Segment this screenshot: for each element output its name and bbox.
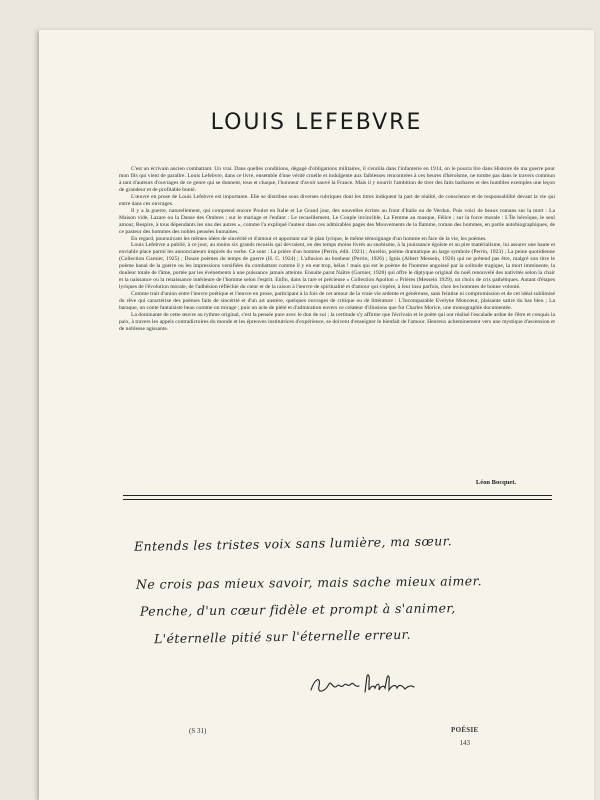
autograph-signature [307, 670, 417, 700]
paragraph: Louis Lefebvre a publié, à ce jour, au moins six grands recueils qui devraient, en des temps moins livrés au snobisme, à la jouissance égoïste et au pire matérialisme, lui assurer une haute et enviable place parmi les annonciateurs inspirés du verbe. Ce sont : La prière d'un homme (Perrin, édit. 1921) ; Aurélio, poème dramatique au large symbole (Perrin, 1923) ; La peine quotidienne (Collection Garnier, 1925) ; Douze poèmes du temps de guerre (H. C. 1924) ; L'allusion au bonheur (Perrin, 1926) ; Ignis (Albert Messein, 1926) qui ne prétend pas être, malgré son titre le poème banal de la guerre ou les impressions versifiées du combattant comme il y en eut trop, hélas ! mais qui est le poème de l'homme angoissé par la solitude tragique, la mort imminente, la douleur totale de l'âme, portée par les événements à une puissance jamais atteinte. Ensuite parut Naître (Garnier, 1928) qui offre le diptyque original du noël renouvelé des nativités selon la chair et la naissance ou la renaissance intérieure de l'homme selon l'esprit. Enfin, dans la rare et précieuse « Collection Apollon » Prières (Messein 1929), un choix de cris pathétiques. Autant d'étapes lyriques de l'évolution morale, de l'adhésion réfléchie du cœur et de la raison à l'œuvre de spiritualité et d'amour qui s'opère, à leur insu parfois, chez les hommes de bonne volonté. [119, 242, 555, 291]
footer-section [451, 724, 478, 750]
footer-code: (S 31) [189, 727, 207, 735]
paragraph: En regard, poursuivant les mêmes idées de sincérité et d'amour et apportant sur le plan lyrique, le même témoignage d'un homme en face de la vie, les poèmes. [131, 235, 487, 242]
paragraph: Comme trait d'union entre l'œuvre poétique et l'œuvre en prose, participant à la fois de cet amour de la vraie vie ardente et généreuse, sans feintise ni compromission et de cet idéal sublimisé du rêve qui caractérise des poèmes faits de sincérité et d'un art austère, quelques ouvrages de critique ou de littérature : L'Incomparable Evelyne Moncœur, plaisante satire du bas bleu ; La baraque, un conte fantaisiste beau comme un mirage ; puis un acte de piété et d'admiration envers ce créateur d'illusions que fut Charles Morice, une monographie documentée. [119, 291, 555, 312]
document-page [39, 30, 594, 800]
article-author: Léon Bocquet. [475, 479, 516, 486]
paragraph: C'est un écrivain ancien combattant. Un vrai. Dans quelles conditions, dégagé d'obligations militaires, il s'enrôla dans l'infanterie en 1914, on le pourra lire dans Histoire de ma guerre pour mon fils qui vient de paraître. Louis Lefebvre, dans ce livre, ensemble d'une vérité cruelle et indulgente aux faiblesses rencontrées à ces heures d'héroïsme, ne tombe pas dans le travers commun à tant d'auteurs d'ouvrages de ce genre qui se donnent, tous et chaque, l'honneur d'avoir sauvé la France. Mais il y nourrit l'ambition de tirer des faits barbares et des humbles exemples une leçon de grandeur et de profitable bonté. [119, 166, 555, 193]
handwritten-verse-line: Penche, d'un cœur fidèle et prompt à s'animer, [139, 600, 456, 619]
handwritten-verse-line: L'éternelle pitié sur l'éternelle erreur. [153, 626, 412, 647]
page-title: LOUIS LEFEBVRE [210, 110, 423, 135]
divider-thin [123, 499, 552, 500]
paragraph: Il y a la guerre, naturellement, qui comprend encore Poulot en Italie et Le Grand jour, des nouvelles écrites au front d'Italie ou de Verdun. Puis voici de beaux romans sur la mort : La Maison vide, Lazare ou la Danse des Ombres ; sur le mariage et l'enfant : Le recueillement, Le Couple invincible, La Femme au masque, Félice ; sur la force morale : L'Île héroïque, le seul amour, Respire, à tous dépendants les uns des autres », comme l'a expliqué l'auteur dans ces admirables pages des Mouvements de la flamme, roman des hommes, en partie autobiographiques, de ce pasteur des hommes des nobles pensées humaines. [119, 207, 555, 235]
page-number: 143 [459, 739, 470, 747]
article-body [119, 166, 555, 333]
handwritten-verse-line: Entends les tristes voix sans lumière, ma sœur. [133, 533, 453, 554]
divider-thick [123, 495, 552, 496]
footer-section-label: POÉSIE [451, 726, 479, 734]
handwritten-verse-line: Ne crois pas mieux savoir, mais sache mieux aimer. [135, 573, 483, 592]
paragraph: La dominante de cette œuvre au rythme original, c'est la pensée pure avec le don de soi ; la certitude s'y affirme que l'écrivain et le poète qui ont réalisé l'escalade ardue de l'être et conquis la paix, à travers les appels contradictoires du monde et les épreuves institutrices d'expérience, se doivent d'enseigner le bienfait de l'amour. Heureux acheminement vers une mystique d'ascension et de noblesse agissante. [119, 312, 555, 332]
paragraph: L'œuvre en prose de Louis Lefebvre est importante. Elle se distribue sous diverses rubriques dont les titres indiquent la part de réalité, de conscience et de responsabilité devant la vie qui entre dans ces ouvrages. [119, 193, 555, 207]
